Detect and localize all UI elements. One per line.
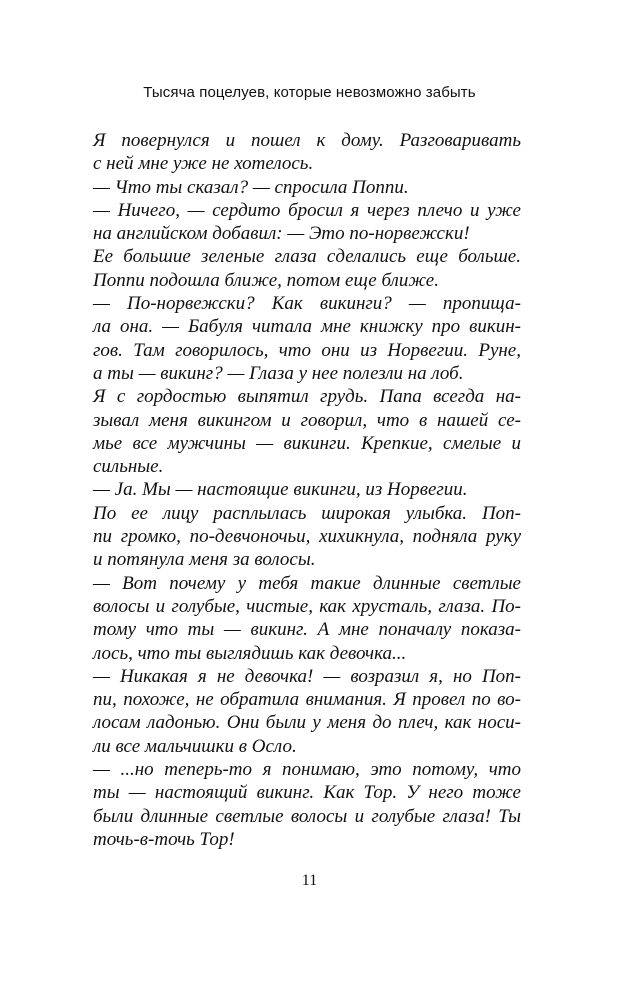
text-line: ла она. — Бабуля читала мне книжку про викин- [93,316,521,338]
text-line: — Что ты сказал? — спросила Поппи. [93,176,409,198]
text-line: ты — настоящий викинг. Как Тор. У него тоже [93,782,521,804]
text-line: на английском добавил: — Это по-норвежски! [93,223,470,245]
text-line: сильные. [93,456,164,478]
text-line: лосам ладонью. Они были у меня до плеч, как носи- [93,712,521,734]
running-title: Тысяча поцелуев, которые невозможно забыть [143,84,476,101]
text-line: По ее лицу расплылась широкая улыбка. Поп- [93,502,521,524]
text-line: лось, что ты выглядишь как девочка... [93,642,407,664]
text-line: Я с гордостью выпятил грудь. Папа всегда на- [93,386,521,408]
text-line: — ...но теперь-то я понимаю, это потому, что [93,759,521,781]
text-line: пи громко, по-девчоночьи, хихикнула, подняла руку [93,526,521,548]
text-line: с ней мне уже не хотелось. [93,153,314,175]
text-line: — По-норвежски? Как викинги? — пропища- [93,293,521,315]
text-line: — Никакая я не девочка! — возразил я, но Поп- [93,665,521,687]
text-line: а ты — викинг? — Глаза у нее полезли на лоб. [93,362,464,384]
text-line: пи, похоже, не обратила внимания. Я провел по во- [93,689,521,711]
body-text [93,129,521,851]
text-line: — Ничего, — сердито бросил я через плечо и уже [93,199,521,221]
text-line: были длинные светлые волосы и голубые глаза! Ты [93,805,521,827]
text-line: тому что ты — викинг. А мне поначалу показа- [93,619,521,641]
text-line: волосы и голубые, чистые, как хрусталь, глаза. По- [93,595,521,617]
text-line: Я повернулся и пошел к дому. Разговаривать [93,130,521,151]
text-line: и потянула меня за волосы. [93,549,316,571]
page-number: 11 [301,872,318,889]
text-line: Ее большие зеленые глаза сделались еще больше. [93,246,521,268]
text-line: ли все мальчишки в Осло. [93,735,297,757]
text-line: точь-в-точь Тор! [93,828,235,850]
text-line: — Ja. Мы — настоящие викинги, из Норвегии. [93,479,468,501]
text-line: — Вот почему у тебя такие длинные светлые [93,572,521,594]
text-line: Поппи подошла ближе, потом еще ближе. [93,269,439,291]
text-line: мье все мужчины — викинги. Крепкие, смелые и [93,432,521,454]
text-line: зывал меня викингом и говорил, что в нашей се- [93,409,521,431]
text-line: гов. Там говорилось, что они из Норвегии. Руне, [93,339,521,361]
